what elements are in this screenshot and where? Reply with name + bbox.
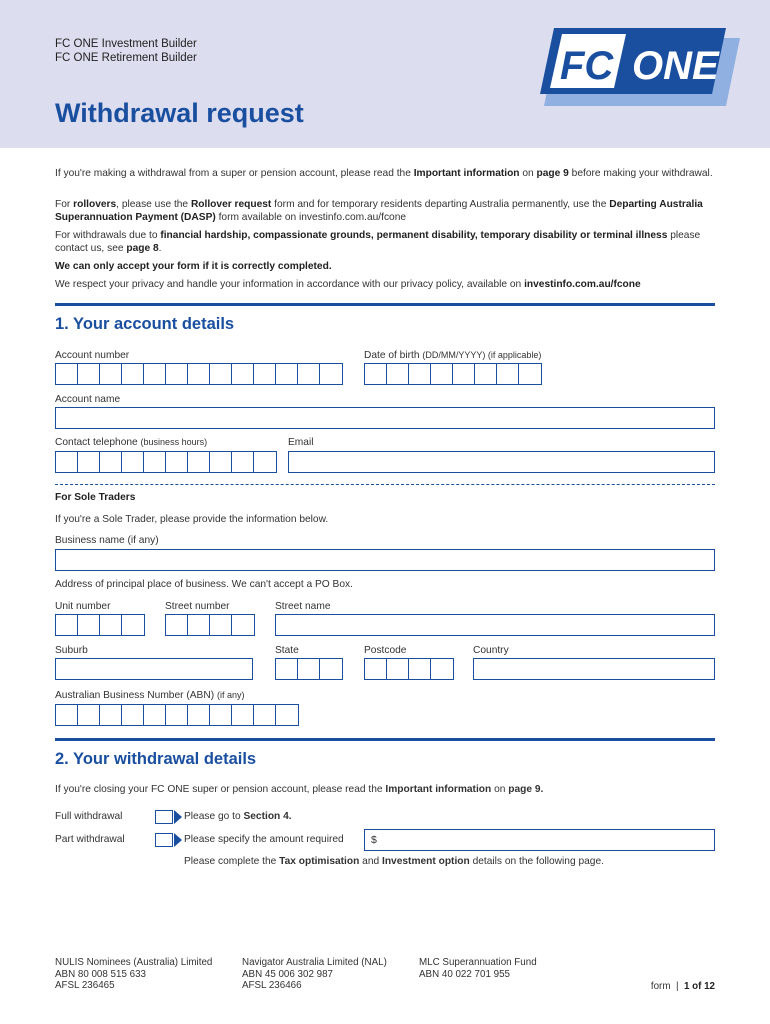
account-number-input[interactable] [55,363,343,385]
footer-navigator: Navigator Australia Limited (NAL) ABN 45 006 302 987 AFSL 236466 [242,957,387,991]
suburb-label: Suburb [55,645,88,656]
intro-hardship: For withdrawals due to financial hardship, compassionate grounds, permanent disability, temporary disability or terminal illness please contact us, see page 8. [55,230,701,254]
country-label: Country [473,645,509,656]
dob-label: Date of birth (DD/MM/YYYY) (if applicable) [364,350,542,361]
street-number-label: Street number [165,601,230,612]
account-name-label: Account name [55,394,121,405]
intro-important-info: If you're making a withdrawal from a super or pension account, please read the Important information on page 9 before making your withdrawal. [55,168,713,179]
fc-one-logo [540,28,740,106]
part-withdrawal-checkbox[interactable] [155,833,173,847]
page-number: form | 1 of 12 [650,981,715,992]
contact-phone-input[interactable] [55,451,277,473]
part-withdrawal-label: Part withdrawal [55,834,125,845]
postcode-input[interactable] [364,658,454,680]
section1-title: 1. Your account details [55,315,235,333]
logo-fc-text: FC [560,44,614,88]
part-withdrawal-note: Please specify the amount required [184,834,344,845]
street-number-input[interactable] [165,614,255,636]
product-name-investment: FC ONE Investment Builder [55,38,197,50]
business-name-label: Business name (if any) [55,535,159,546]
product-name-retirement: FC ONE Retirement Builder [55,52,197,64]
section1-rule [55,303,715,306]
section2-title: 2. Your withdrawal details [55,750,257,768]
part-amount-input[interactable] [364,829,715,851]
street-name-input[interactable] [275,614,715,636]
unit-number-label: Unit number [55,601,111,612]
section2-intro: If you're closing your FC ONE super or pension account, please read the Important information on page 9. [55,784,544,795]
state-label: State [275,645,299,656]
arrow-right-icon [174,810,182,824]
intro-accept-note: We can only accept your form if it is correctly completed. [55,261,332,272]
country-input[interactable] [473,658,715,680]
unit-number-input[interactable] [55,614,145,636]
intro-rollovers: For rollovers, please use the Rollover request form and for temporary residents departing Australia permanently, use the Departing Australia Superannuation Payment (DASP) form available on investinfo.com.au/fcone [55,199,703,223]
account-name-input[interactable] [55,407,715,429]
email-input[interactable] [288,451,715,473]
complete-details-note: Please complete the Tax optimisation and Investment option details on the following page. [184,856,604,867]
section2-rule [55,738,715,741]
full-withdrawal-checkbox[interactable] [155,810,173,824]
intro-privacy: We respect your privacy and handle your information in accordance with our privacy policy, available on investinfo.com.au/fcone [55,279,641,290]
dob-input[interactable] [364,363,542,385]
section-divider [55,484,715,485]
abn-label: Australian Business Number (ABN) (if any) [55,690,245,701]
suburb-input[interactable] [55,658,253,680]
email-label: Email [288,437,314,448]
logo-one-text: ONE [632,44,719,88]
postcode-label: Postcode [364,645,407,656]
state-input[interactable] [275,658,343,680]
contact-phone-label: Contact telephone (business hours) [55,437,208,448]
page-title: Withdrawal request [55,98,304,128]
arrow-right-icon [174,833,182,847]
dollar-sign: $ [371,834,377,846]
address-intro: Address of principal place of business. We can't accept a PO Box. [55,579,353,590]
full-withdrawal-label: Full withdrawal [55,811,123,822]
sole-traders-intro: If you're a Sole Trader, please provide the information below. [55,514,329,525]
sole-traders-heading: For Sole Traders [55,492,136,503]
business-name-input[interactable] [55,549,715,571]
abn-input[interactable] [55,704,299,726]
street-name-label: Street name [275,601,331,612]
footer-nulis: NULIS Nominees (Australia) Limited ABN 80 008 515 633 AFSL 236465 [55,957,213,991]
account-number-label: Account number [55,350,130,361]
full-withdrawal-note: Please go to Section 4. [184,811,292,822]
footer-mlc: MLC Superannuation Fund ABN 40 022 701 955 [419,957,537,980]
